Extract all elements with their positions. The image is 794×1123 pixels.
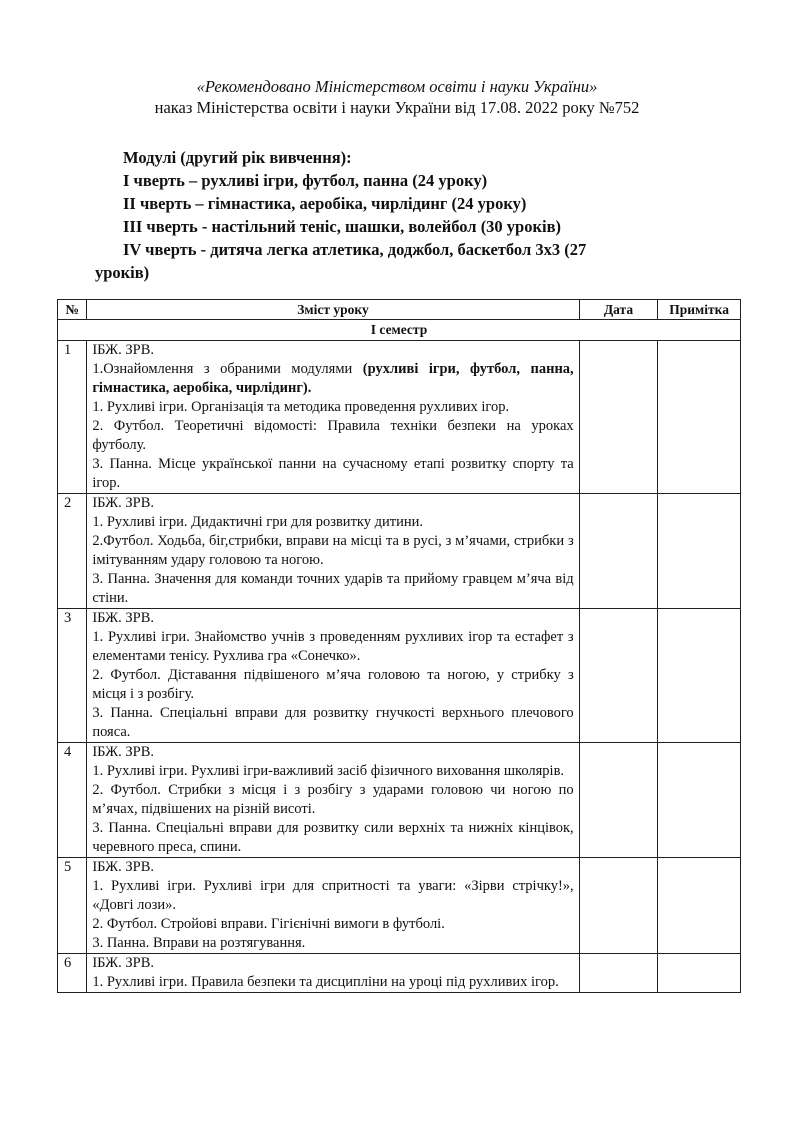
lesson-number: 4	[58, 743, 87, 858]
date-cell[interactable]	[579, 954, 658, 993]
content-line: 2. Футбол. Стройові вправи. Гігієнічні вимоги в футболі.	[92, 916, 445, 932]
lesson-number: 2	[58, 494, 87, 609]
content-line: ІБЖ. ЗРВ.	[92, 955, 154, 971]
module-quarter-1: І чверть – рухливі ігри, футбол, панна (24 уроку)	[123, 171, 488, 190]
recommendation-line: «Рекомендовано Міністерством освіти і науки України»	[196, 77, 598, 96]
content-line-text: 1.Ознайомлення з обраними модулями	[92, 361, 363, 377]
lesson-content	[87, 494, 579, 609]
content-line: 3. Панна. Спеціальні вправи для розвитку гнучкості верхнього плечового пояса.	[92, 705, 574, 740]
content-line: 2.Футбол. Ходьба, біг,стрибки, вправи на місці та в русі, з м’ячами, стрибки з імітуванням удару головою та ногою.	[92, 533, 574, 568]
module-quarter-3: ІІІ чверть - настільний теніс, шашки, волейбол (30 уроків)	[123, 217, 561, 236]
content-line: 1. Рухливі ігри. Рухливі ігри-важливий засіб фізичного виховання школярів.	[92, 763, 565, 779]
lesson-content	[87, 743, 579, 858]
lesson-content	[87, 954, 579, 993]
table-row	[58, 341, 741, 494]
table-header-row	[58, 300, 741, 320]
content-line: ІБЖ. ЗРВ.	[92, 342, 154, 358]
content-line: 1. Рухливі ігри. Знайомство учнів з проведенням рухливих ігор та естафет з елементами тенісу. Рухлива гра «Сонечко».	[92, 629, 574, 664]
module-quarter-4: ІV чверть - дитяча легка атлетика, доджбол, баскетбол 3х3 (27	[123, 240, 587, 259]
module-quarter-2: ІІ чверть – гімнастика, аеробіка, чирлідинг (24 уроку)	[123, 194, 527, 213]
table-row	[58, 954, 741, 993]
date-cell[interactable]	[579, 341, 658, 494]
header-content: Зміст уроку	[87, 300, 579, 320]
content-line: 1. Рухливі ігри. Організація та методика проведення рухливих ігор.	[92, 399, 510, 415]
modules-list-bold: (рухливі ігри, футбол, панна, гімнастика, аеробіка, чирлідинг).	[92, 361, 574, 396]
content-line: 3. Панна. Значення для команди точних ударів та прийому гравцем м’яча від стіни.	[92, 571, 574, 606]
lesson-content	[87, 858, 579, 954]
note-cell[interactable]	[658, 494, 741, 609]
date-cell[interactable]	[579, 494, 658, 609]
lesson-number: 5	[58, 858, 87, 954]
content-line: 1. Рухливі ігри. Дидактичні гри для розвитку дитини.	[92, 514, 423, 530]
header-note: Примітка	[658, 300, 741, 320]
content-line	[92, 360, 573, 398]
content-line: 3. Панна. Місце української панни на сучасному етапі розвитку спорту та ігор.	[92, 456, 574, 491]
module-quarter-4-continued: уроків)	[95, 263, 150, 282]
lesson-content	[87, 609, 579, 743]
lesson-number: 6	[58, 954, 87, 993]
note-cell[interactable]	[658, 609, 741, 743]
header-num: №	[58, 300, 87, 320]
content-line: 2. Футбол. Діставання підвішеного м’яча головою та ногою, у стрибку з місця і з розбігу.	[92, 667, 574, 702]
note-cell[interactable]	[658, 743, 741, 858]
modules-title: Модулі (другий рік вивчення):	[123, 148, 352, 167]
modules-block	[95, 146, 685, 284]
content-line: ІБЖ. ЗРВ.	[92, 859, 154, 875]
order-line: наказ Міністерства освіти і науки України від 17.08. 2022 року №752	[154, 98, 640, 117]
document-header	[0, 76, 794, 118]
header-date: Дата	[579, 300, 658, 320]
content-line: 2. Футбол. Теоретичні відомості: Правила техніки безпеки на уроках футболу.	[92, 418, 574, 453]
table-row	[58, 494, 741, 609]
date-cell[interactable]	[579, 858, 658, 954]
date-cell[interactable]	[579, 609, 658, 743]
content-line: 3. Панна. Вправи на розтягування.	[92, 935, 306, 951]
semester-row	[58, 320, 741, 341]
table-row	[58, 858, 741, 954]
table-row	[58, 609, 741, 743]
note-cell[interactable]	[658, 341, 741, 494]
content-line: 1. Рухливі ігри. Правила безпеки та дисципліни на уроці під рухливих ігор.	[92, 974, 559, 990]
lesson-number: 1	[58, 341, 87, 494]
content-line: ІБЖ. ЗРВ.	[92, 610, 154, 626]
content-line: ІБЖ. ЗРВ.	[92, 495, 154, 511]
lesson-plan-table	[57, 299, 741, 993]
note-cell[interactable]	[658, 858, 741, 954]
date-cell[interactable]	[579, 743, 658, 858]
content-line: 3. Панна. Спеціальні вправи для розвитку сили верхніх та нижніх кінцівок, черевного преса, спини.	[92, 820, 574, 855]
note-cell[interactable]	[658, 954, 741, 993]
lesson-content	[87, 341, 579, 494]
content-line: ІБЖ. ЗРВ.	[92, 744, 154, 760]
table-row	[58, 743, 741, 858]
content-line: 1. Рухливі ігри. Рухливі ігри для спритності та уваги: «Зірви стрічку!», «Довгі лози».	[92, 878, 574, 913]
semester-label: І семестр	[58, 320, 741, 341]
lesson-number: 3	[58, 609, 87, 743]
content-line: 2. Футбол. Стрибки з місця і з розбігу з ударами головою чи ногою по м’ячах, підвішених на різній висоті.	[92, 782, 574, 817]
